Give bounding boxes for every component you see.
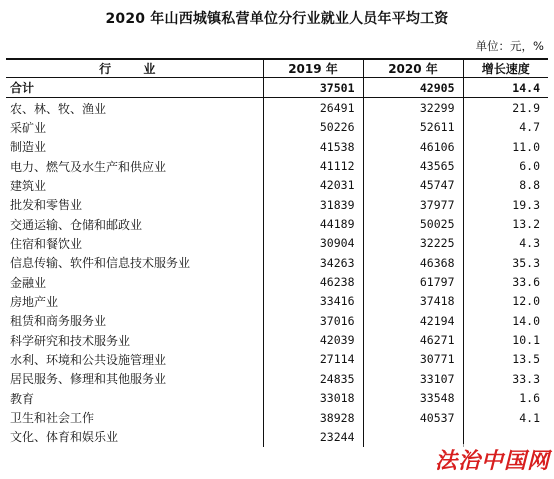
cell-industry: 住宿和餐饮业 xyxy=(10,236,83,251)
cell-growth: 13.2 xyxy=(463,214,548,233)
cell-industry: 信息传输、软件和信息技术服务业 xyxy=(10,256,191,271)
cell-2020: 37418 xyxy=(363,292,463,311)
table-row xyxy=(6,176,548,195)
unit-note: 单位：元，% xyxy=(475,39,544,53)
table-row xyxy=(6,311,548,330)
table-row xyxy=(6,369,548,388)
table-row xyxy=(6,330,548,349)
cell-growth: 14.4 xyxy=(463,78,548,98)
cell-industry: 居民服务、修理和其他服务业 xyxy=(10,372,167,387)
cell-2019: 23244 xyxy=(263,427,363,446)
cell-2020: 42905 xyxy=(363,78,463,98)
cell-2019: 42039 xyxy=(263,330,363,349)
page-title: 2020 年山西城镇私营单位分行业就业人员年平均工资 xyxy=(105,11,449,27)
header-2019: 2019 年 xyxy=(263,59,363,78)
cell-growth: 11.0 xyxy=(463,137,548,156)
cell-industry: 交通运输、仓储和邮政业 xyxy=(10,217,143,232)
cell-2019: 37016 xyxy=(263,311,363,330)
cell-industry: 建筑业 xyxy=(10,178,47,193)
cell-growth: 4.7 xyxy=(463,118,548,137)
cell-2019: 33018 xyxy=(263,389,363,408)
table-row xyxy=(6,389,548,408)
cell-industry: 农、林、牧、渔业 xyxy=(10,101,107,116)
cell-growth: 35.3 xyxy=(463,253,548,272)
table-header-row xyxy=(6,59,548,78)
cell-industry: 教育 xyxy=(10,391,35,406)
cell-growth: 1.6 xyxy=(463,389,548,408)
cell-2020: 33548 xyxy=(363,389,463,408)
cell-industry: 电力、燃气及水生产和供应业 xyxy=(10,159,167,174)
site-watermark-logo: 法治中国网 xyxy=(435,444,550,475)
cell-industry: 科学研究和技术服务业 xyxy=(10,333,131,348)
header-industry: 行 业 xyxy=(6,59,263,78)
table-row xyxy=(6,350,548,369)
cell-growth: 33.6 xyxy=(463,272,548,291)
cell-2020: 43565 xyxy=(363,156,463,175)
cell-2020: 40537 xyxy=(363,408,463,427)
cell-2019: 41538 xyxy=(263,137,363,156)
cell-2019: 46238 xyxy=(263,272,363,291)
header-growth: 增长速度 xyxy=(463,59,548,78)
cell-2020: 46271 xyxy=(363,330,463,349)
cell-growth: 12.0 xyxy=(463,292,548,311)
cell-2020: 42194 xyxy=(363,311,463,330)
cell-2019: 26491 xyxy=(263,98,363,118)
cell-2019: 34263 xyxy=(263,253,363,272)
cell-2019: 38928 xyxy=(263,408,363,427)
cell-2020: 52611 xyxy=(363,118,463,137)
cell-2019: 41112 xyxy=(263,156,363,175)
cell-industry: 房地产业 xyxy=(10,294,59,309)
cell-growth: 8.8 xyxy=(463,176,548,195)
cell-industry: 文化、体育和娱乐业 xyxy=(10,430,119,445)
cell-2020: 45747 xyxy=(363,176,463,195)
wage-table xyxy=(6,58,548,447)
cell-2020: 33107 xyxy=(363,369,463,388)
cell-growth: 6.0 xyxy=(463,156,548,175)
table-row xyxy=(6,98,548,118)
table-row xyxy=(6,214,548,233)
cell-2019: 50226 xyxy=(263,118,363,137)
table-row-total xyxy=(6,78,548,98)
cell-growth: 19.3 xyxy=(463,195,548,214)
cell-industry: 水利、环境和公共设施管理业 xyxy=(10,352,167,367)
cell-industry: 租赁和商务服务业 xyxy=(10,314,107,329)
table-row xyxy=(6,272,548,291)
cell-2020: 46106 xyxy=(363,137,463,156)
cell-growth: 13.5 xyxy=(463,350,548,369)
table-row xyxy=(6,118,548,137)
cell-2020: 61797 xyxy=(363,272,463,291)
header-2020: 2020 年 xyxy=(363,59,463,78)
cell-2019: 33416 xyxy=(263,292,363,311)
cell-industry: 卫生和社会工作 xyxy=(10,411,95,426)
table-row xyxy=(6,253,548,272)
cell-2020: 50025 xyxy=(363,214,463,233)
cell-2019: 24835 xyxy=(263,369,363,388)
cell-2020: 46368 xyxy=(363,253,463,272)
table-row xyxy=(6,234,548,253)
cell-growth: 33.3 xyxy=(463,369,548,388)
cell-industry: 制造业 xyxy=(10,140,47,155)
cell-industry: 合计 xyxy=(6,78,263,98)
table-row xyxy=(6,137,548,156)
cell-2019: 31839 xyxy=(263,195,363,214)
cell-growth: 21.9 xyxy=(463,98,548,118)
cell-2020: 32299 xyxy=(363,98,463,118)
table-row xyxy=(6,195,548,214)
cell-industry: 采矿业 xyxy=(10,120,47,135)
cell-2020: 37977 xyxy=(363,195,463,214)
cell-industry: 批发和零售业 xyxy=(10,198,83,213)
cell-2019: 30904 xyxy=(263,234,363,253)
cell-2019: 44189 xyxy=(263,214,363,233)
cell-2020: 32225 xyxy=(363,234,463,253)
table-row xyxy=(6,292,548,311)
cell-2019: 37501 xyxy=(263,78,363,98)
cell-industry: 金融业 xyxy=(10,275,47,290)
cell-2019: 27114 xyxy=(263,350,363,369)
cell-growth: 4.1 xyxy=(463,408,548,427)
cell-growth: 4.3 xyxy=(463,234,548,253)
cell-growth: 10.1 xyxy=(463,330,548,349)
cell-2019: 42031 xyxy=(263,176,363,195)
table-row xyxy=(6,408,548,427)
table-row xyxy=(6,156,548,175)
cell-growth: 14.0 xyxy=(463,311,548,330)
cell-2020: 30771 xyxy=(363,350,463,369)
